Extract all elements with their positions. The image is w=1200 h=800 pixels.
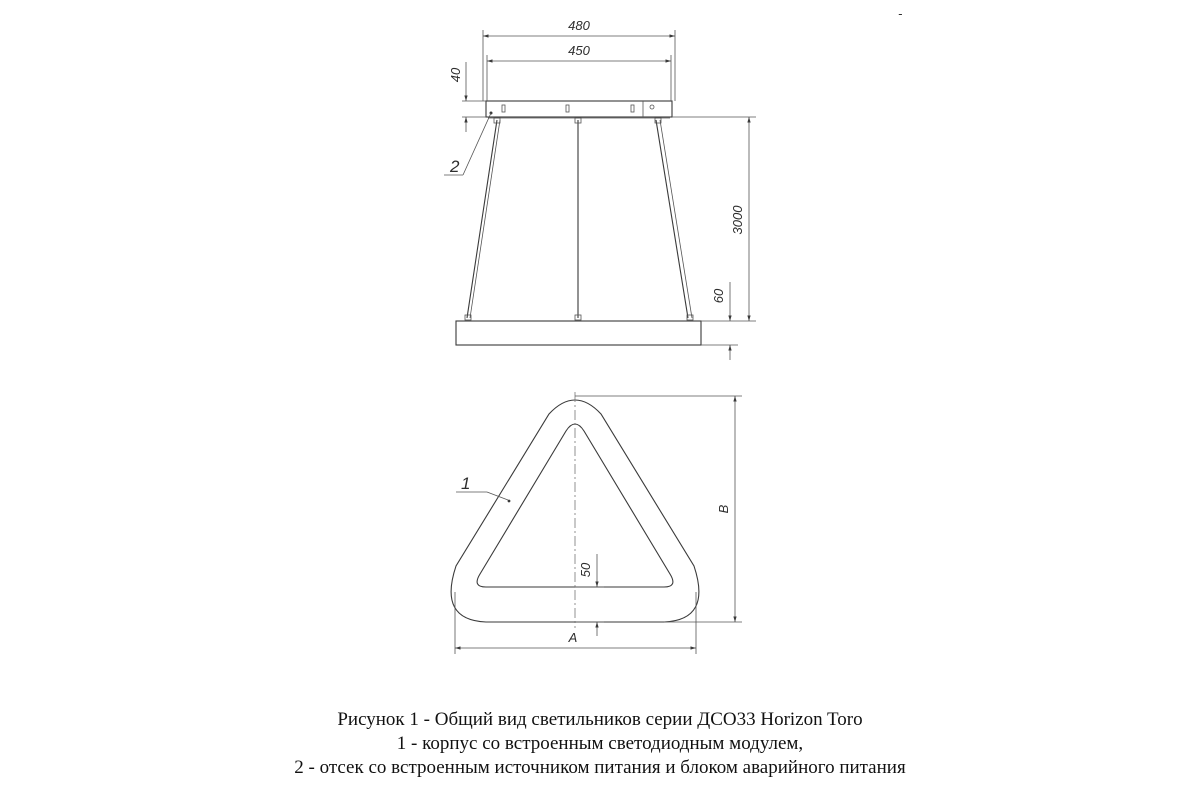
- suspension-cable: [656, 120, 688, 318]
- dim-inner-width: 450: [568, 43, 590, 58]
- dim-height-b: B: [716, 504, 731, 514]
- callout-body: 1: [461, 474, 471, 493]
- suspension-cable: [467, 120, 497, 318]
- canopy-slot: [631, 105, 634, 112]
- dim-canopy-height: 40: [448, 67, 463, 83]
- caption-item-1: 1 - корпус со встроенным светодиодным модулем,: [396, 733, 804, 754]
- dim-frame-offset: 50: [578, 562, 593, 578]
- caption-item-2: 2 - отсек со встроенным источником питания и блоком аварийного питания: [294, 757, 906, 778]
- side-view: [444, 18, 756, 360]
- callout-compartment: 2: [450, 157, 460, 176]
- top-mark: -: [898, 6, 903, 21]
- dim-outer-width: 480: [568, 18, 590, 33]
- canopy-slot: [566, 105, 569, 112]
- caption-title: Рисунок 1 - Общий вид светильников серии ДСО33 Horizon Toro: [337, 709, 863, 730]
- canopy-slot: [502, 105, 505, 112]
- dim-width-a: A: [568, 630, 578, 645]
- plan-view: [451, 392, 742, 654]
- canopy-box: [486, 101, 672, 117]
- canopy-screw: [650, 105, 654, 109]
- callout-leader-2: [463, 113, 491, 175]
- dim-suspension-length: 3000: [730, 205, 745, 235]
- figure-caption: [0, 708, 1200, 780]
- luminaire-body-side: [456, 321, 701, 345]
- dim-body-height: 60: [711, 288, 726, 304]
